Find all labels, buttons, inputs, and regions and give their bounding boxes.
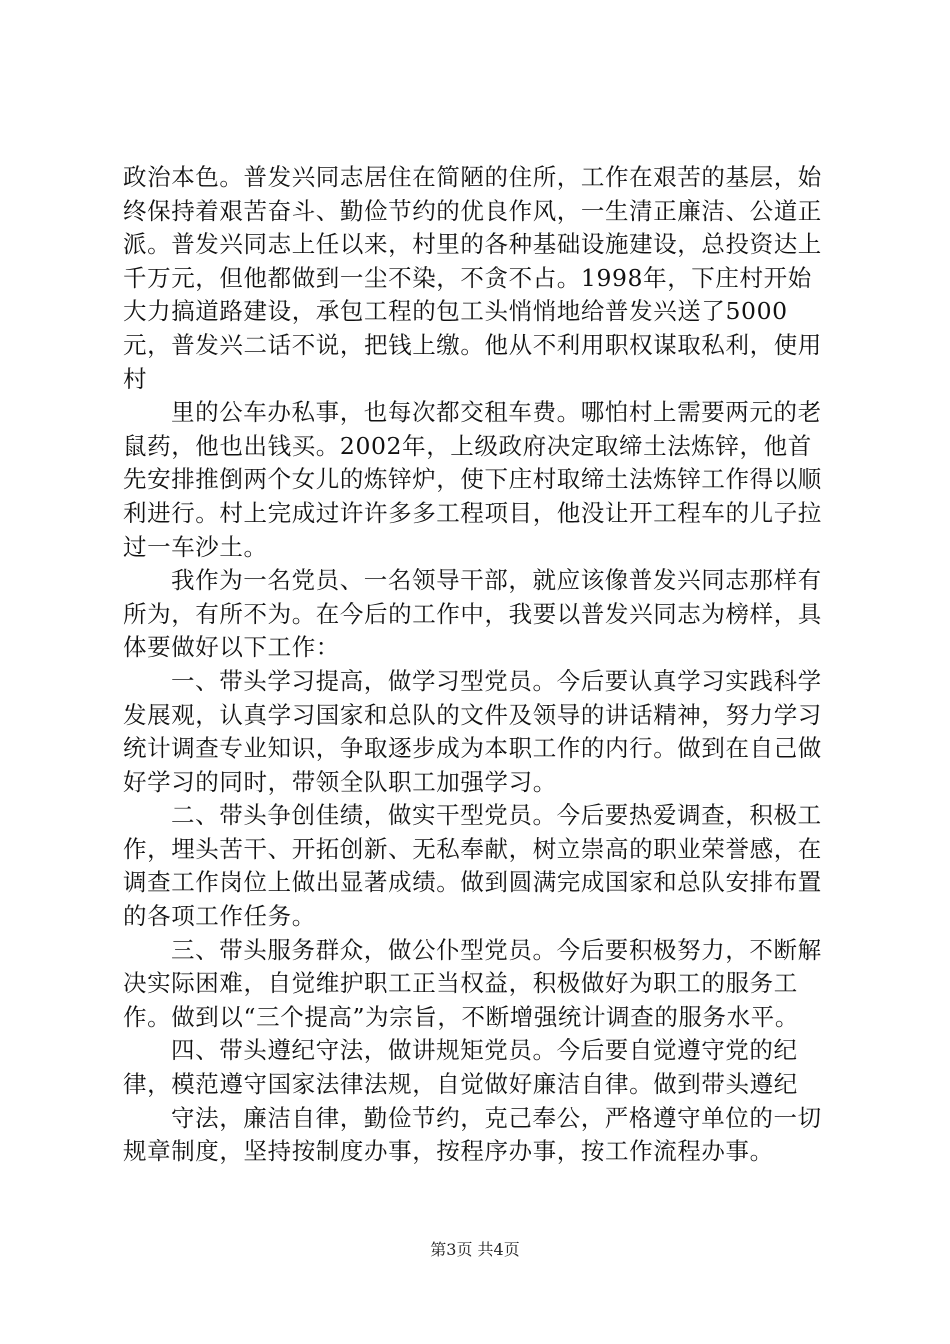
paragraph-1: 政治本色。普发兴同志居住在简陋的住所，工作在艰苦的基层，始终保持着艰苦奋斗、勤俭节约的优良作风，一生清正廉洁、公道正派。普发兴同志上任以来，村里的各种基础设施建设，总投资达上千万元，但他都做到一尘不染，不贪不占。1998年，下庄村开始大力搞道路建设，承包工程的包工头悄悄地给普发兴送了5000元，普发兴二话不说，把钱上缴。他从不利用职权谋取私利，使用村: [123, 163, 822, 393]
paragraph-4: 一、带头学习提高，做学习型党员。今后要认真学习实践科学发展观，认真学习国家和总队的文件及领导的讲话精神，努力学习统计调查专业知识，争取逐步成为本职工作的内行。做到在自己做好学习的同时，带领全队职工加强学习。: [123, 666, 822, 796]
paragraph-2: 里的公车办私事，也每次都交租车费。哪怕村上需要两元的老鼠药，他也出钱买。2002年，上级政府决定取缔土法炼锌，他首先安排推倒两个女儿的炼锌炉，使下庄村取缔土法炼锌工作得以顺利进行。村上完成过许许多多工程项目，他没让开工程车的儿子拉过一车沙土。: [123, 398, 822, 561]
paragraph-3: 我作为一名党员、一名领导干部，就应该像普发兴同志那样有所为，有所不为。在今后的工作中，我要以普发兴同志为榜样，具体要做好以下工作：: [123, 566, 822, 662]
paragraph-8: 守法，廉洁自律，勤俭节约，克己奉公，严格遵守单位的一切规章制度，坚持按制度办事，按程序办事，按工作流程办事。: [123, 1103, 822, 1166]
page-footer: 第3页 共4页: [430, 1240, 520, 1259]
paragraph-6: 三、带头服务群众，做公仆型党员。今后要积极努力，不断解决实际困难，自觉维护职工正当权益，积极做好为职工的服务工作。做到以“三个提高”为宗旨，不断增强统计调查的服务水平。: [123, 935, 822, 1031]
paragraph-7: 四、带头遵纪守法，做讲规矩党员。今后要自觉遵守党的纪律，模范遵守国家法律法规，自觉做好廉洁自律。做到带头遵纪: [123, 1036, 798, 1099]
paragraph-5: 二、带头争创佳绩，做实干型党员。今后要热爱调查，积极工作，埋头苦干、开拓创新、无私奉献，树立崇高的职业荣誉感，在调查工作岗位上做出显著成绩。做到圆满完成国家和总队安排布置的各项工作任务。: [123, 801, 822, 931]
document-body: [123, 161, 835, 1169]
